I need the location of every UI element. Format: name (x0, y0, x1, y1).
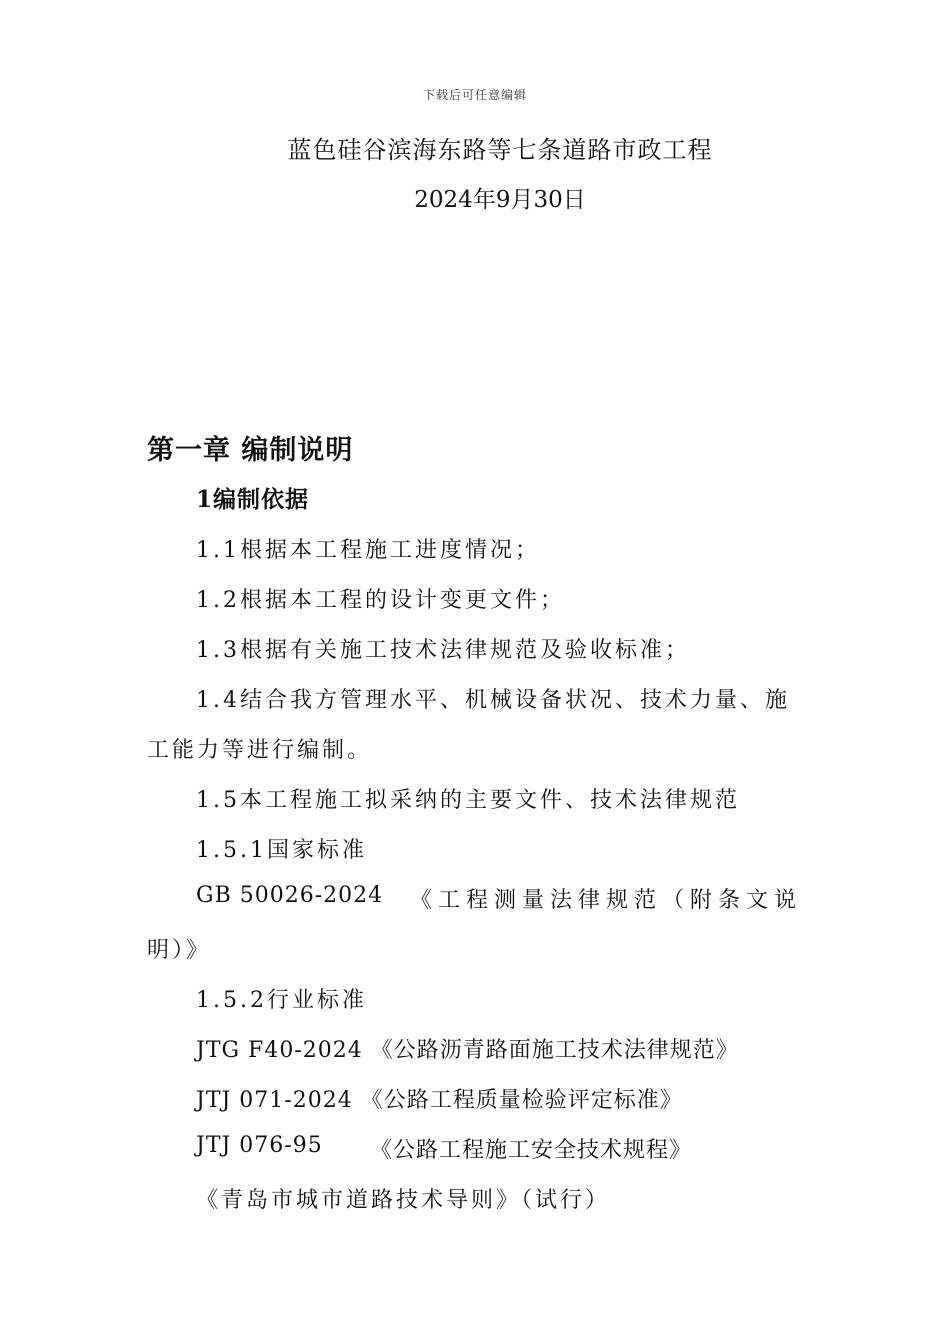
chapter-heading: 第一章 编制说明 (147, 435, 354, 466)
item-1-5-2: 1.5.2行业标准 (196, 988, 367, 1013)
document-date: 2024年9月30日 (414, 187, 586, 213)
document-title: 蓝色硅谷滨海东路等七条道路市政工程 (287, 136, 713, 164)
page-header-note: 下载后可任意编辑 (422, 88, 527, 102)
item-1-3: 1.3根据有关施工技术法律规范及验收标准； (196, 638, 690, 663)
gb-standard-code: GB 50026-2024 (196, 883, 384, 908)
item-1-4-line-2: 工能力等进行编制。 (147, 738, 373, 763)
jtg-f40-standard: JTG F40-2024 《公路沥青路面施工技术法律规范》 (196, 1038, 739, 1063)
item-1-4-line-1: 1.4结合我方管理水平、机械设备状况、技术力量、施 (196, 688, 790, 713)
jtj-076-code: JTJ 076-95 (196, 1133, 323, 1158)
item-1-5-1: 1.5.1国家标准 (196, 838, 367, 863)
jtj-076-title: 《公路工程施工安全技术规程》 (370, 1138, 693, 1163)
section-heading: 1编制依据 (196, 486, 310, 513)
gb-standard-title-line-1: 《工程测量法律规范（附条文说 (410, 888, 803, 913)
qingdao-road-guideline: 《青岛市城市道路技术导则》（试行） (196, 1188, 611, 1213)
item-1-2: 1.2根据本工程的设计变更文件； (196, 588, 565, 613)
gb-standard-title-line-2: 明）》 (147, 938, 212, 963)
item-1-1: 1.1根据本工程施工进度情况； (196, 538, 540, 563)
item-1-5: 1.5本工程施工拟采纳的主要文件、技术法律规范 (196, 788, 740, 813)
jtj-071-standard: JTJ 071-2024 《公路工程质量检验评定标准》 (196, 1088, 683, 1113)
